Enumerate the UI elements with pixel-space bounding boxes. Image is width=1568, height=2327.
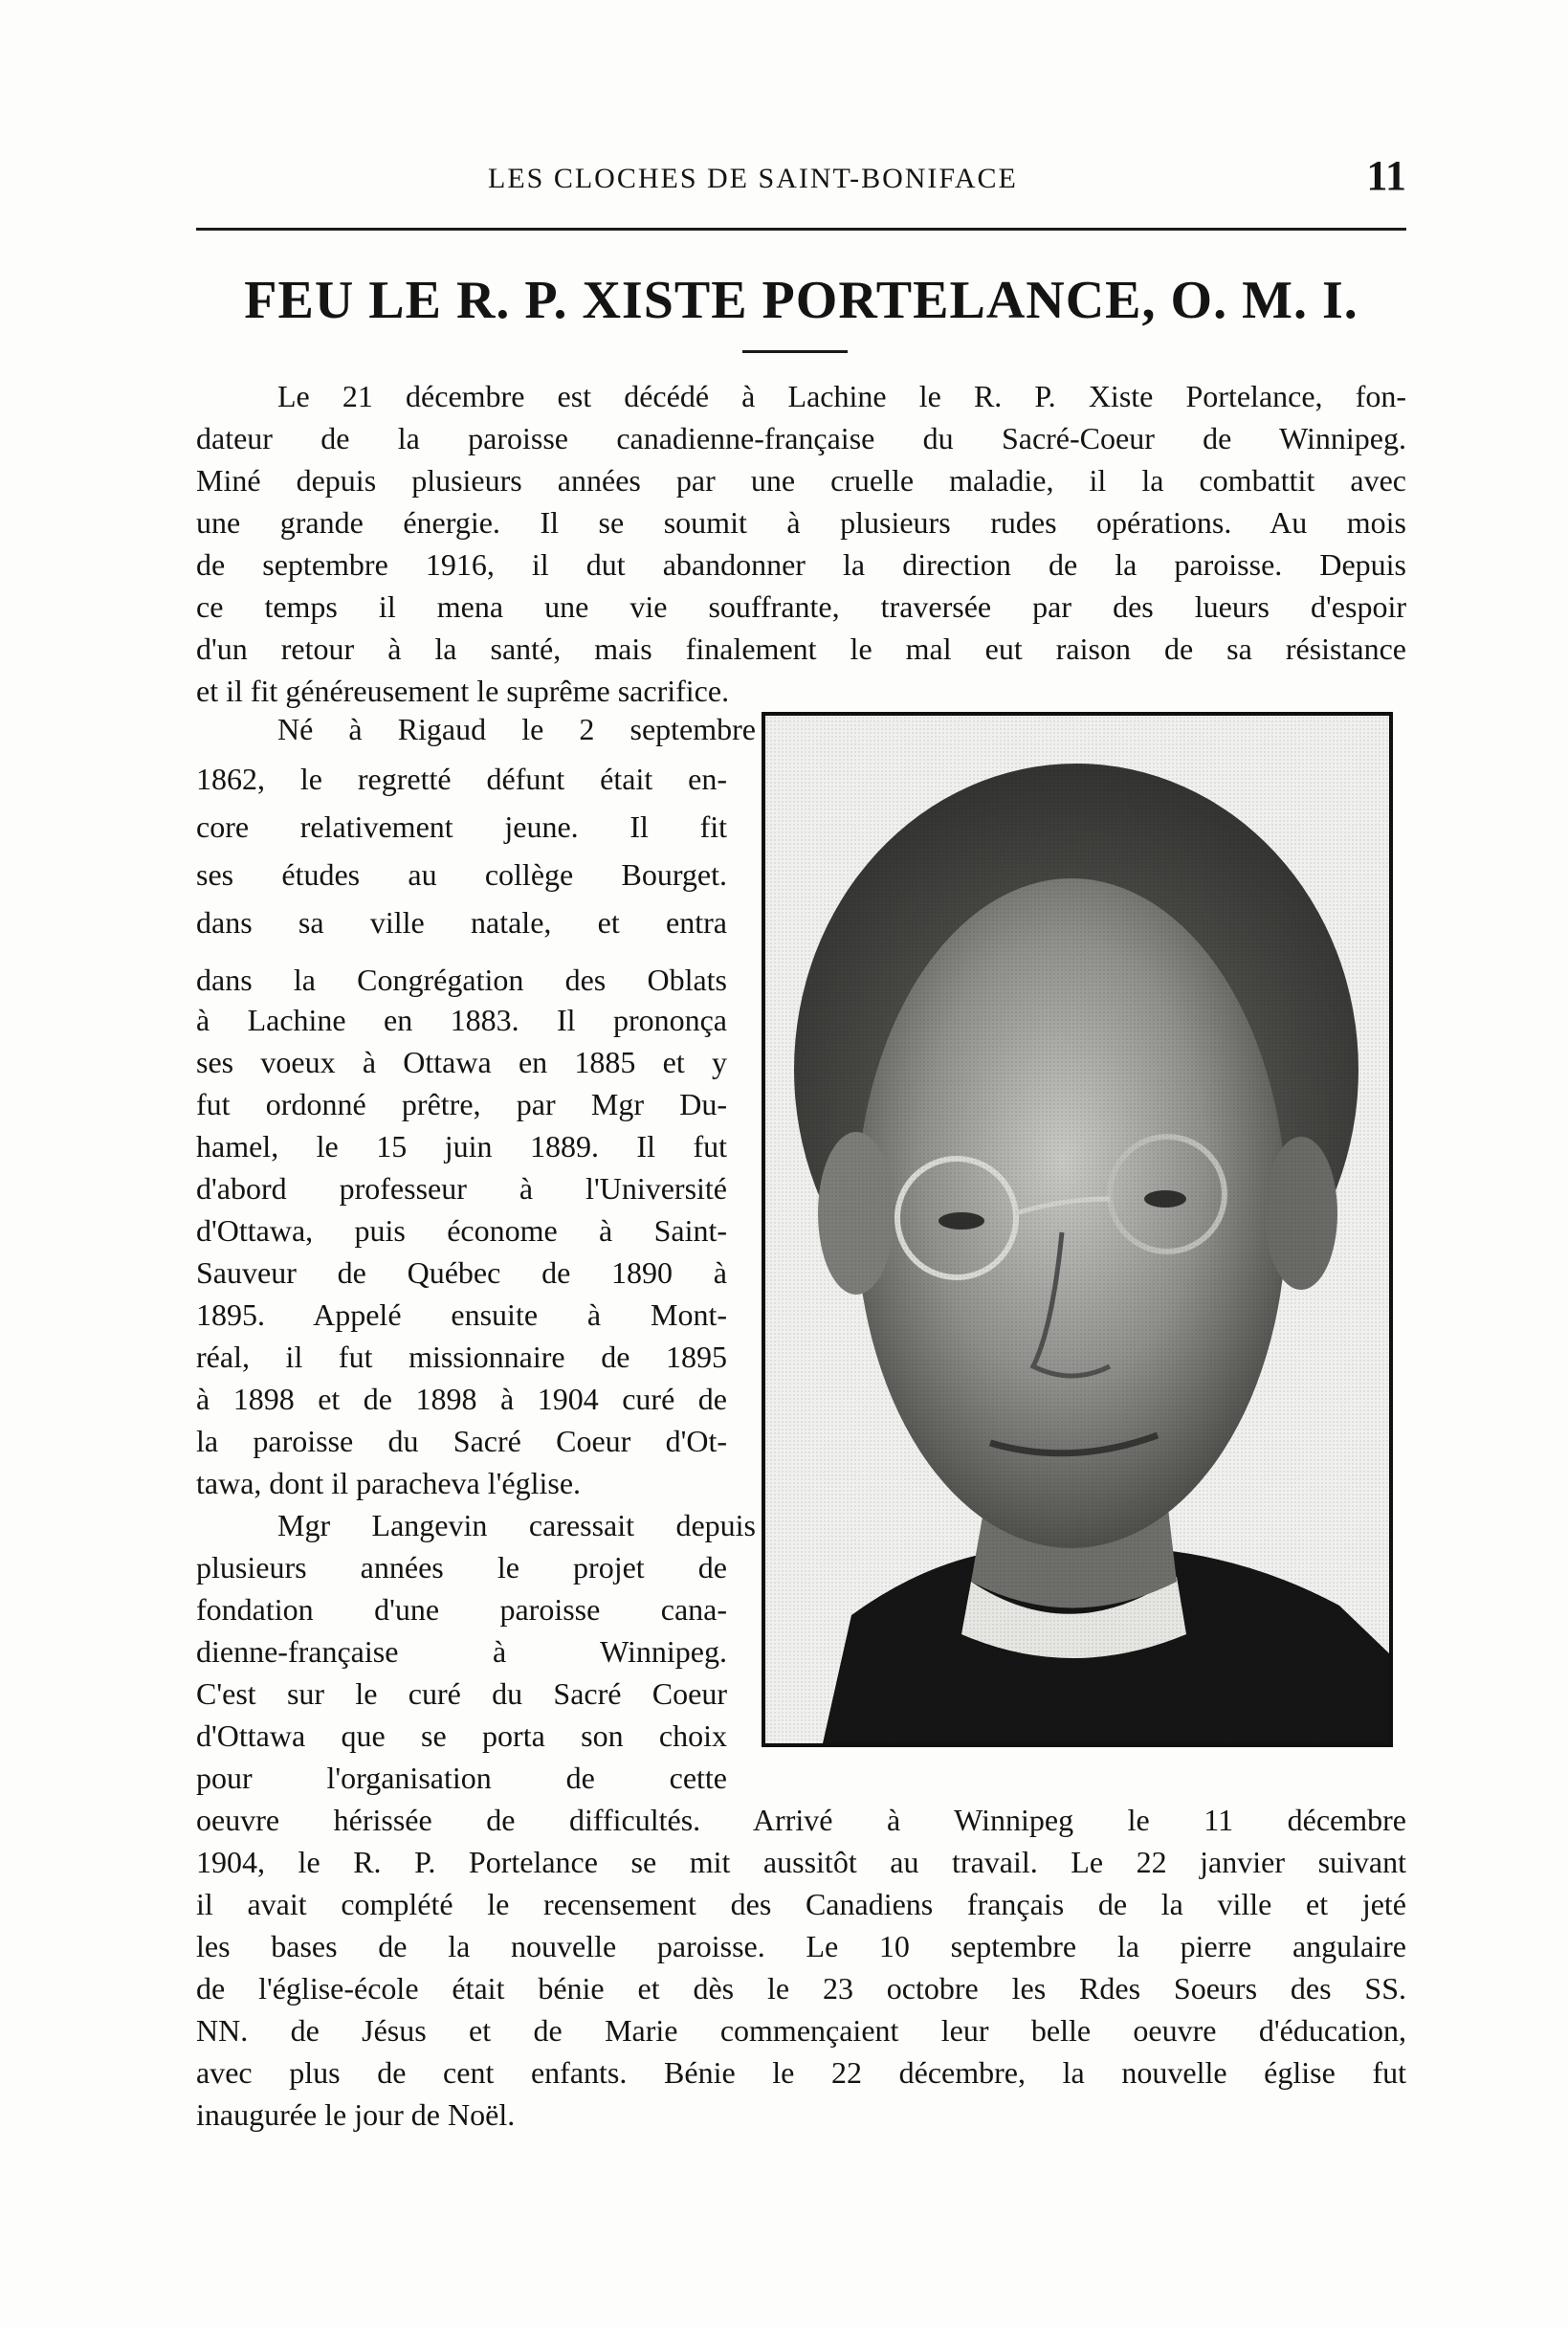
body-line: Le 21 décembre est décédé à Lachine le R. P. Xiste Portelance, fon- bbox=[277, 379, 1406, 413]
body-line: il avait complété le recensement des Canadiens français de la ville et jeté bbox=[196, 1887, 1406, 1921]
body-line: d'abord professeur à l'Université bbox=[196, 1171, 727, 1206]
body-line: ses études au collège Bourget. bbox=[196, 857, 727, 892]
page-number: 11 bbox=[1366, 152, 1406, 199]
body-line: NN. de Jésus et de Marie commençaient leur belle oeuvre d'éducation, bbox=[196, 2013, 1406, 2048]
body-line: Sauveur de Québec de 1890 à bbox=[196, 1255, 727, 1290]
body-line: hamel, le 15 juin 1889. Il fut bbox=[196, 1129, 727, 1164]
body-line: dans la Congrégation des Oblats bbox=[196, 963, 727, 997]
body-line: les bases de la nouvelle paroisse. Le 10 septembre la pierre angulaire bbox=[196, 1929, 1406, 1963]
running-header bbox=[196, 153, 1406, 201]
body-line: fut ordonné prêtre, par Mgr Du- bbox=[196, 1087, 727, 1121]
body-line: Né à Rigaud le 2 septembre bbox=[277, 712, 756, 746]
body-line: à Lachine en 1883. Il prononça bbox=[196, 1003, 727, 1037]
body-line: tawa, dont il paracheva l'église. bbox=[196, 1466, 582, 1500]
body-line: dans sa ville natale, et entra bbox=[196, 905, 727, 940]
body-line: ce temps il mena une vie souffrante, traversée par des lueurs d'espoir bbox=[196, 589, 1406, 624]
body-line: dienne-française à Winnipeg. bbox=[196, 1634, 727, 1669]
body-line: 1862, le regretté défunt était en- bbox=[196, 762, 727, 796]
portrait-photo bbox=[762, 712, 1393, 1747]
body-line: réal, il fut missionnaire de 1895 bbox=[196, 1340, 727, 1374]
body-line: d'un retour à la santé, mais finalement le mal eut raison de sa résistance bbox=[196, 632, 1406, 666]
body-line: de l'église-école était bénie et dès le 23 octobre les Rdes Soeurs des SS. bbox=[196, 1971, 1406, 2006]
body-line: 1904, le R. P. Portelance se mit aussitôt au travail. Le 22 janvier suivant bbox=[196, 1845, 1406, 1879]
body-line: dateur de la paroisse canadienne-française du Sacré-Coeur de Winnipeg. bbox=[196, 421, 1406, 455]
body-line: inaugurée le jour de Noël. bbox=[196, 2097, 516, 2132]
body-line: d'Ottawa, puis économe à Saint- bbox=[196, 1213, 727, 1248]
body-line: C'est sur le curé du Sacré Coeur bbox=[196, 1676, 727, 1711]
body-line: la paroisse du Sacré Coeur d'Ot- bbox=[196, 1424, 727, 1458]
body-line: et il fit généreusement le suprême sacrifice. bbox=[196, 674, 730, 708]
body-line: oeuvre hérissée de difficultés. Arrivé à Winnipeg le 11 décembre bbox=[196, 1803, 1406, 1837]
article-title: FEU LE R. P. XISTE PORTELANCE, O. M. I. bbox=[244, 271, 1358, 330]
body-line: d'Ottawa que se porta son choix bbox=[196, 1718, 727, 1753]
body-line: une grande énergie. Il se soumit à plusieurs rudes opérations. Au mois bbox=[196, 505, 1406, 540]
body-line: Miné depuis plusieurs années par une cruelle maladie, il la combattit avec bbox=[196, 463, 1406, 498]
body-line: fondation d'une paroisse cana- bbox=[196, 1592, 727, 1627]
body-line: ses voeux à Ottawa en 1885 et y bbox=[196, 1045, 727, 1079]
header-rule bbox=[196, 228, 1406, 231]
body-line: core relativement jeune. Il fit bbox=[196, 809, 727, 844]
body-line: Mgr Langevin caressait depuis bbox=[277, 1508, 756, 1542]
running-title: LES CLOCHES DE SAINT-BONIFACE bbox=[488, 163, 1018, 194]
title-divider bbox=[742, 350, 848, 353]
body-line: 1895. Appelé ensuite à Mont- bbox=[196, 1297, 727, 1332]
body-line: plusieurs années le projet de bbox=[196, 1550, 727, 1585]
body-line: pour l'organisation de cette bbox=[196, 1761, 727, 1795]
body-line: de septembre 1916, il dut abandonner la direction de la paroisse. Depuis bbox=[196, 547, 1406, 582]
body-line: avec plus de cent enfants. Bénie le 22 décembre, la nouvelle église fut bbox=[196, 2055, 1406, 2090]
portrait-illustration bbox=[765, 716, 1389, 1743]
body-line: à 1898 et de 1898 à 1904 curé de bbox=[196, 1382, 727, 1416]
